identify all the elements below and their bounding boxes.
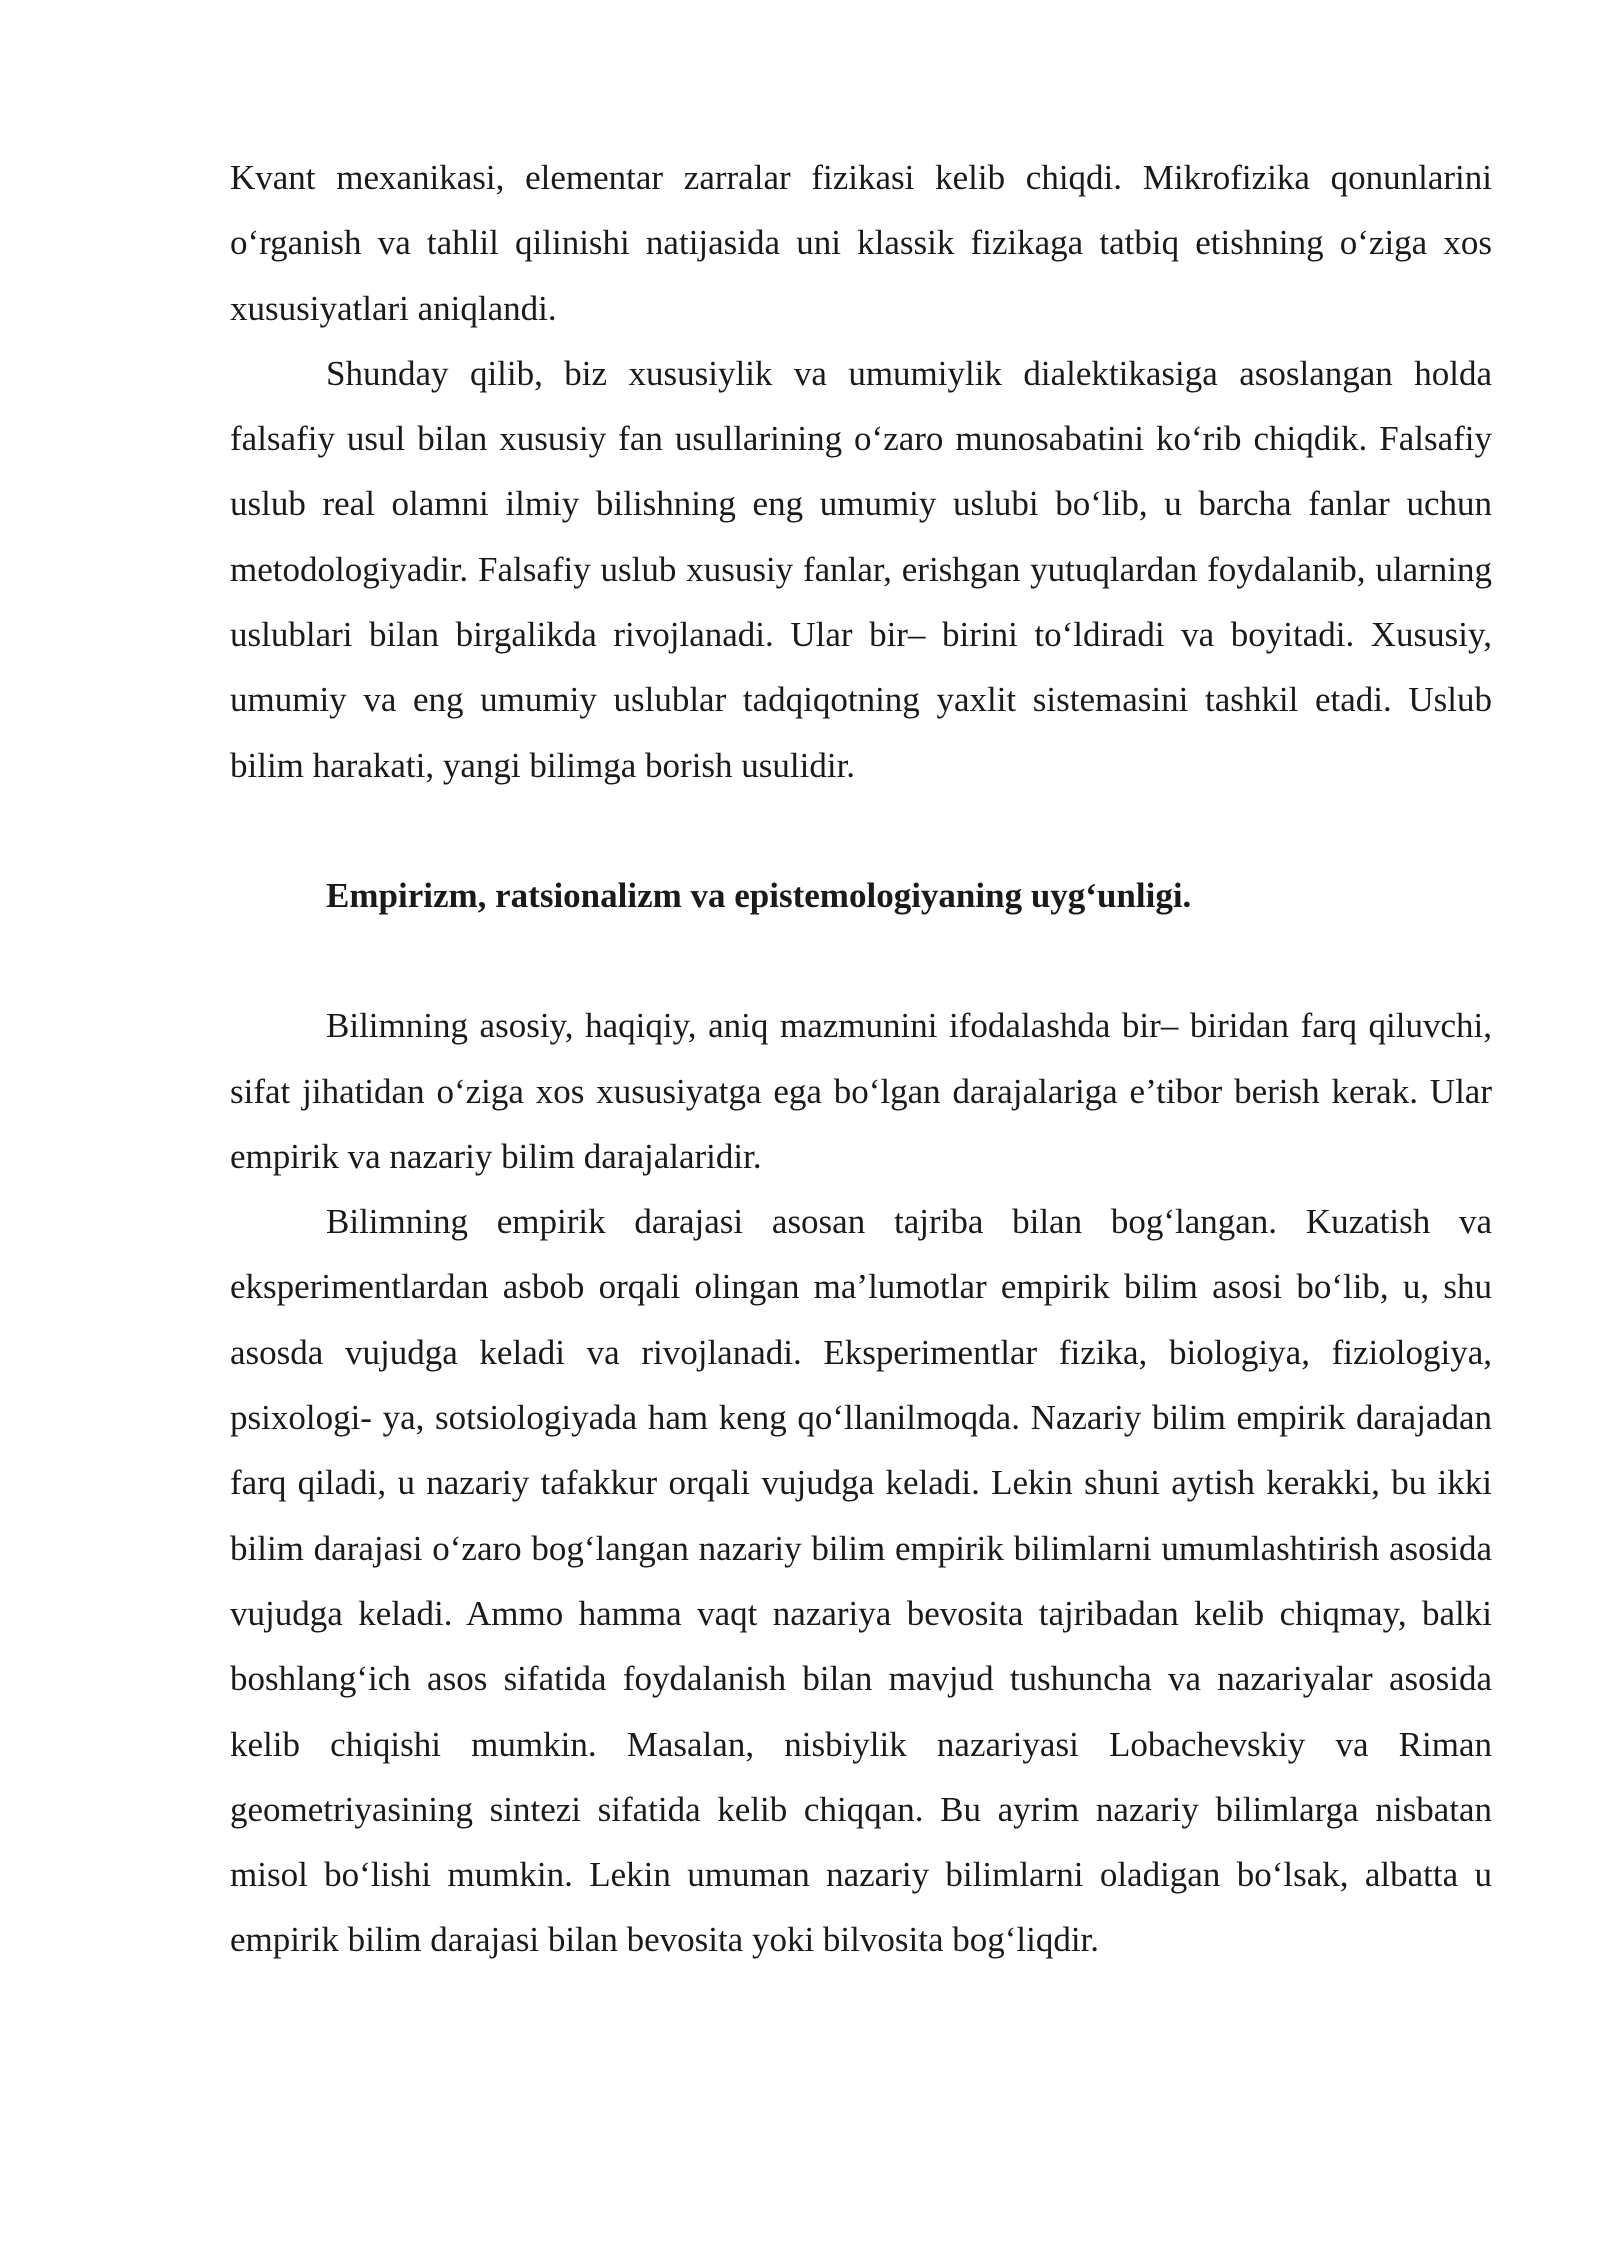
paragraph-quantum-mechanics: Kvant mexanikasi, elementar zarralar fizikasi kelib chiqdi. Mikrofizika qonunlarini o‘rganish va tahlil qilinishi natijasida uni klassik fizikaga tatbiq etishning o‘ziga xos xususiyatlari aniqlandi. [230,158,1492,328]
paragraph-knowledge-levels: Bilimning asosiy, haqiqiy, aniq mazmunini ifodalashda bir– biridan farq qiluvchi, sifat jihatidan o‘ziga xos xususiyatga ega bo‘lgan darajalariga e’tibor berish kerak. Ular empirik va nazariy bilim darajalaridir. [230,1006,1492,1176]
document-page [230,145,1492,1973]
section-heading: Empirizm, ratsionalizm va epistemologiyaning uyg‘unligi. [326,875,1192,915]
paragraph-philosophical-method: Shunday qilib, biz xususiylik va umumiylik dialektikasiga asoslangan holda falsafiy usul bilan xususiy fan usullarining o‘zaro munosabatini ko‘rib chiqdik. Falsafiy uslub real olamni ilmiy bilishning eng umumiy uslubi bo‘lib, u barcha fanlar uchun metodologiyadir. Falsafiy uslub xususiy fanlar, erishgan yutuqlardan foydalanib, ularning uslublari bilan birgalikda rivojlanadi. Ular bir– birini to‘ldiradi va boyitadi. Xususiy, umumiy va eng umumiy uslublar tadqiqotning yaxlit sistemasini tashkil etadi. Uslub bilim harakati, yangi bilimga borish usulidir. [230,353,1492,785]
paragraph-empirical-knowledge: Bilimning empirik darajasi asosan tajriba bilan bog‘langan. Kuzatish va eksperimentlardan asbob orqali olingan ma’lumotlar empirik bilim asosi bo‘lib, u, shu asosda vujudga keladi va rivojlanadi. Eksperimentlar fizika, biologiya, fiziologiya, psixologi- ya, sotsiologiyada ham keng qo‘llanilmoqda. Nazariy bilim empirik darajadan farq qiladi, u nazariy tafakkur orqali vujudga keladi. Lekin shuni aytish kerakki, bu ikki bilim darajasi o‘zaro bog‘langan nazariy bilim empirik bilimlarni umumlashtirish asosida vujudga keladi. Ammo hamma vaqt nazariya bevosita tajribadan kelib chiqmay, balki boshlang‘ich asos sifatida foydalanish bilan mavjud tushuncha va nazariyalar asosida kelib chiqishi mumkin. Masalan, nisbiylik nazariyasi Lobachevskiy va Riman geometriyasining sintezi sifatida kelib chiqqan. Bu ayrim nazariy bilimlarga nisbatan misol bo‘lishi mumkin. Lekin umuman nazariy bilimlarni oladigan bo‘lsak, albatta u empirik bilim darajasi bilan bevosita yoki bilvosita bog‘liqdir. [230,1202,1492,1960]
